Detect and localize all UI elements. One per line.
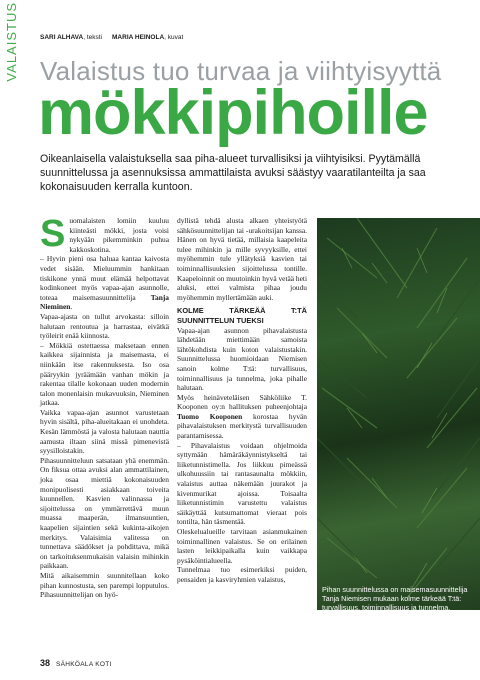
paragraph: – Mökkiä ostettaessa maksetaan ennen kaikkea sijainnista ja maisemasta, ei niinkään itse rakennuksesta. Iso osa pääryykin jyräämään vanhan mökin ja rakentaa tilalle kokonaan uuden modernin talon monenlaisin mukavuuksin, Nieminen jatkaa.	[40, 340, 169, 408]
subheading: KOLME TÄRKEÄÄ T:TÄ SUUNNITTELUN TUEKSI	[177, 306, 307, 325]
paragraph: dyllistä tehdä alusta alkaen yhteistyötä sähkösuunnittelijan tai -urakoitsijan kanssa. Hänen on hyvä tietää, millaisia kaapeleita tulee mihinkin ja mille syvyyksille, ettei myöhemmin tule yllätyksiä kasvien tai toiminnallisuuksien sijoittelussa tontille. Kaapeloinnit on muutoinkin hyvä vetää heti aluksi, ettei valmista pihaa joudu myöhemmin myllertämään auki.	[177, 216, 307, 302]
photographer-role: , kuvat	[164, 34, 184, 41]
page-footer	[40, 658, 112, 668]
paragraph-text: .	[70, 302, 73, 312]
paragraph: Tunnelmaa tuo esimerkiksi puiden, pensaiden ja kasviryhmien valaistus,	[177, 565, 307, 584]
page-number: 38	[40, 658, 51, 668]
paragraph: Vaikka vapaa-ajan asunnot varustetaan hyvin sisältä, piha-alueitakaan ei unohdeta. Kesän lämmöstä ja valosta halutaan nauttia aamusta iltaan siinä missä pimenevistä syysilloistakin.	[40, 407, 169, 456]
magazine-name: SÄHKÖALA KOTI	[56, 661, 112, 668]
byline	[40, 34, 183, 41]
paragraph: Vapaa-ajan asunnon pihavalaistusta lähdetään miettimään samoista lähtökohdista kuin koton valaistustakin. Suunnittelussa huomioidaan Niemisen sanoin kolme T:tä: turvallisuus, toiminnallisuus ja tunnelma, joka pihalle halutaan.	[177, 325, 307, 393]
paragraph-text: Myös heinäveteläisen Sähköliike T. Kooponen oy:n hallituksen puheenjohtaja	[177, 392, 307, 412]
paragraph	[40, 213, 169, 255]
author-name: SARI ALHAVA	[40, 34, 84, 41]
paragraph: Vapaa-ajasta on tullut arvokasta: silloin halutaan rentoutua ja harrastaa, eivätkä työleirit enää kiinnosta.	[40, 311, 169, 341]
section-label	[0, 2, 22, 82]
person-name: Tanja Nieminen	[40, 292, 169, 312]
drop-cap: S	[40, 213, 66, 255]
conifer-foliage	[317, 218, 480, 610]
body-column-2	[177, 216, 307, 585]
paragraph-text: – Hyvin pieni osa haluaa kantaa kaivosta vedet sisään. Mieluummin hankitaan tiskikone ynnä muut elämää helpottavat kodinkoneet myös vapaa-ajan asunnolle, toteaa maisemasuunnittelija	[40, 254, 169, 302]
conifer-photo	[317, 218, 480, 610]
paragraph	[177, 393, 307, 441]
paragraph: Mitä aikaisemmin suunnitellaan koko pihan kunnostusta, sen parempi lopputulos. Pihasuunnittelijan on hyö-	[40, 570, 169, 600]
paragraph: Pihasuunnitteluun satsataan yhä enemmän. On fiksua ottaa avuksi alan ammattilainen, joka osaa miettiä kokonaisuuden monipuolisesti asiakkaan toiveita kuunnellen. Kasvien valinnassa ja sijoittelussa on ymmärrettävä muun muassa maaperän, ilmansuuntien, kaapelien sijaintien sekä kukinta-aikojen merkitys. Valaisimia valitessa on tunnettava säädökset ja pohdittava, mikä on tarkoituksenmukaisin valaisin mihinkin paikkaan.	[40, 455, 169, 571]
author-role: , teksti	[83, 34, 103, 41]
photo-caption: Pihan suunnittelussa on maisemasuunnittelija Tanja Niemisen mukaan kolme tärkeää T:tä: turvallisuus, toiminnallisuus ja tunnelma.	[322, 585, 468, 612]
paragraph-text: korostaa hyvän pihavalaistuksen merkitystä turvallisuuden parantamisessa.	[177, 411, 307, 441]
lead-paragraph: Oikeanlaisella valaistuksella saa piha-alueet turvallisiksi ja viihtyisiksi. Pyytämällä suunnittelussa ja asennuksissa ammattilaista avuksi säästyy vaaratilanteilta ja saa kokonaisuuden kerralla kuntoon.	[40, 153, 426, 193]
section-label-text: VALAISTUS	[3, 2, 19, 82]
byline-photographer	[112, 34, 183, 41]
kicker: Valaistus tuo turvaa ja viihtyisyyttä	[40, 56, 442, 86]
paragraph: Oleskelualueille tarvitaan asianmukainen toiminnallinen valaistus. Se on erilainen lasten leikkipaikalla kuin vaikkapa pysäköintialueella.	[177, 527, 307, 565]
paragraph: – Pihavalaistus voidaan ohjelmoida syttymään hämäräkäynnistykseltä tai liiketunnistimella. Jos liikkuu pimeässä ulkohuussiin tai rantasaunalta mökkiin, valaistus auttaa näkemään juurakot ja kivenmurikat ajoissa. Toisaalta liiketunnistimin varustettu valaistus säikäyttää kutsumattomat vieraat pois tontilta, hän täsmentää.	[177, 440, 307, 527]
person-name: Tuomo Kooponen	[177, 411, 243, 421]
paragraph	[40, 254, 169, 312]
headline: mökkipihoille	[38, 78, 428, 148]
photographer-name: MARIA HEINOLA	[112, 34, 165, 41]
paragraph-text: uomalaisten lomiin kuuluu kiinteästi mökki, josta voisi nykyään pikemminkin puhua kakkoskotina.	[69, 216, 169, 254]
body-column-1	[40, 213, 169, 600]
byline-author	[40, 34, 102, 41]
